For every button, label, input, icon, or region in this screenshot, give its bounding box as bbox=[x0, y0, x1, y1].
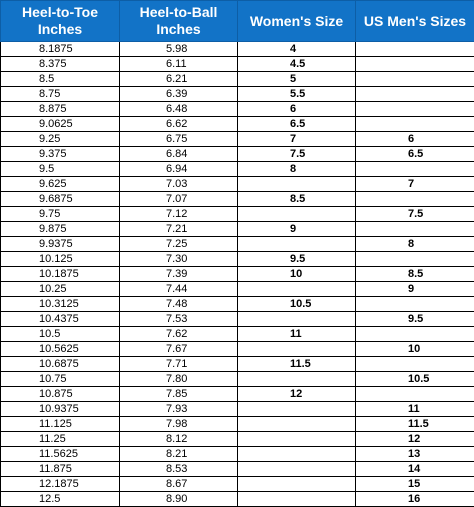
header-row bbox=[1, 1, 474, 42]
table-row bbox=[1, 327, 474, 342]
cell-us-mens-size bbox=[356, 192, 474, 207]
table-row bbox=[1, 312, 474, 327]
cell-us-mens-size: 6 bbox=[356, 132, 474, 147]
cell-womens-size: 4.5 bbox=[238, 57, 356, 72]
cell-heel-to-ball: 6.94 bbox=[120, 162, 238, 177]
cell-womens-size bbox=[238, 342, 356, 357]
cell-us-mens-size bbox=[356, 87, 474, 102]
cell-womens-size: 5.5 bbox=[238, 87, 356, 102]
cell-womens-size: 10.5 bbox=[238, 297, 356, 312]
cell-heel-to-ball: 6.11 bbox=[120, 57, 238, 72]
cell-heel-to-toe: 9.0625 bbox=[1, 117, 120, 132]
cell-heel-to-ball: 7.44 bbox=[120, 282, 238, 297]
table-row bbox=[1, 462, 474, 477]
cell-heel-to-toe: 10.125 bbox=[1, 252, 120, 267]
header-heel-to-ball-line2: Inches bbox=[156, 21, 200, 37]
cell-womens-size: 11 bbox=[238, 327, 356, 342]
cell-heel-to-toe: 9.375 bbox=[1, 147, 120, 162]
cell-womens-size: 9 bbox=[238, 222, 356, 237]
table-row bbox=[1, 357, 474, 372]
cell-womens-size: 7.5 bbox=[238, 147, 356, 162]
cell-heel-to-ball: 7.39 bbox=[120, 267, 238, 282]
cell-womens-size: 6.5 bbox=[238, 117, 356, 132]
header-heel-to-toe-line1: Heel-to-Toe bbox=[22, 4, 98, 20]
cell-womens-size bbox=[238, 312, 356, 327]
cell-womens-size: 10 bbox=[238, 267, 356, 282]
table-row bbox=[1, 417, 474, 432]
cell-us-mens-size: 9.5 bbox=[356, 312, 474, 327]
cell-heel-to-ball: 8.90 bbox=[120, 492, 238, 507]
table-row bbox=[1, 237, 474, 252]
cell-heel-to-ball: 7.12 bbox=[120, 207, 238, 222]
cell-heel-to-toe: 9.25 bbox=[1, 132, 120, 147]
cell-heel-to-toe: 9.5 bbox=[1, 162, 120, 177]
cell-us-mens-size bbox=[356, 222, 474, 237]
table-row bbox=[1, 117, 474, 132]
cell-heel-to-ball: 7.25 bbox=[120, 237, 238, 252]
cell-heel-to-toe: 12.5 bbox=[1, 492, 120, 507]
cell-heel-to-ball: 7.30 bbox=[120, 252, 238, 267]
table-row bbox=[1, 72, 474, 87]
cell-heel-to-toe: 11.125 bbox=[1, 417, 120, 432]
cell-us-mens-size: 14 bbox=[356, 462, 474, 477]
cell-us-mens-size: 15 bbox=[356, 477, 474, 492]
cell-heel-to-ball: 7.93 bbox=[120, 402, 238, 417]
cell-heel-to-ball: 8.67 bbox=[120, 477, 238, 492]
cell-heel-to-toe: 10.25 bbox=[1, 282, 120, 297]
cell-heel-to-toe: 10.4375 bbox=[1, 312, 120, 327]
cell-us-mens-size: 6.5 bbox=[356, 147, 474, 162]
cell-us-mens-size: 7.5 bbox=[356, 207, 474, 222]
cell-heel-to-toe: 10.5625 bbox=[1, 342, 120, 357]
cell-heel-to-ball: 7.67 bbox=[120, 342, 238, 357]
cell-us-mens-size bbox=[356, 162, 474, 177]
table-body bbox=[1, 42, 474, 507]
table-row bbox=[1, 282, 474, 297]
header-heel-to-ball-line1: Heel-to-Ball bbox=[140, 4, 218, 20]
cell-womens-size bbox=[238, 402, 356, 417]
cell-heel-to-ball: 5.98 bbox=[120, 42, 238, 57]
cell-womens-size bbox=[238, 177, 356, 192]
cell-heel-to-toe: 8.875 bbox=[1, 102, 120, 117]
cell-heel-to-ball: 7.62 bbox=[120, 327, 238, 342]
cell-us-mens-size: 7 bbox=[356, 177, 474, 192]
cell-womens-size bbox=[238, 492, 356, 507]
cell-us-mens-size bbox=[356, 297, 474, 312]
cell-us-mens-size bbox=[356, 42, 474, 57]
cell-womens-size: 6 bbox=[238, 102, 356, 117]
cell-us-mens-size: 10.5 bbox=[356, 372, 474, 387]
cell-womens-size: 7 bbox=[238, 132, 356, 147]
cell-womens-size bbox=[238, 372, 356, 387]
cell-heel-to-toe: 9.875 bbox=[1, 222, 120, 237]
cell-heel-to-toe: 10.5 bbox=[1, 327, 120, 342]
cell-heel-to-toe: 10.75 bbox=[1, 372, 120, 387]
cell-us-mens-size bbox=[356, 387, 474, 402]
cell-heel-to-ball: 6.62 bbox=[120, 117, 238, 132]
cell-heel-to-toe: 8.75 bbox=[1, 87, 120, 102]
header-heel-to-ball bbox=[120, 1, 238, 42]
cell-heel-to-ball: 6.21 bbox=[120, 72, 238, 87]
cell-us-mens-size: 11.5 bbox=[356, 417, 474, 432]
table-row bbox=[1, 177, 474, 192]
cell-us-mens-size: 8.5 bbox=[356, 267, 474, 282]
cell-heel-to-ball: 7.71 bbox=[120, 357, 238, 372]
cell-womens-size bbox=[238, 417, 356, 432]
cell-heel-to-toe: 10.875 bbox=[1, 387, 120, 402]
cell-heel-to-ball: 8.53 bbox=[120, 462, 238, 477]
table-row bbox=[1, 87, 474, 102]
cell-womens-size bbox=[238, 432, 356, 447]
cell-us-mens-size: 8 bbox=[356, 237, 474, 252]
cell-heel-to-toe: 10.9375 bbox=[1, 402, 120, 417]
cell-us-mens-size bbox=[356, 327, 474, 342]
header-heel-to-toe bbox=[1, 1, 120, 42]
cell-heel-to-toe: 11.25 bbox=[1, 432, 120, 447]
cell-us-mens-size bbox=[356, 102, 474, 117]
cell-us-mens-size bbox=[356, 117, 474, 132]
table-row bbox=[1, 42, 474, 57]
cell-heel-to-toe: 8.1875 bbox=[1, 42, 120, 57]
table-row bbox=[1, 162, 474, 177]
cell-heel-to-ball: 6.48 bbox=[120, 102, 238, 117]
cell-womens-size bbox=[238, 447, 356, 462]
cell-heel-to-toe: 9.6875 bbox=[1, 192, 120, 207]
cell-heel-to-ball: 7.85 bbox=[120, 387, 238, 402]
table-row bbox=[1, 432, 474, 447]
cell-heel-to-ball: 7.80 bbox=[120, 372, 238, 387]
table-row bbox=[1, 132, 474, 147]
cell-heel-to-ball: 7.53 bbox=[120, 312, 238, 327]
header-heel-to-toe-line2: Inches bbox=[38, 21, 82, 37]
table-row bbox=[1, 492, 474, 507]
cell-womens-size: 8.5 bbox=[238, 192, 356, 207]
cell-heel-to-ball: 7.03 bbox=[120, 177, 238, 192]
cell-womens-size bbox=[238, 237, 356, 252]
header-womens-size: Women's Size bbox=[238, 1, 356, 42]
cell-heel-to-toe: 11.875 bbox=[1, 462, 120, 477]
cell-us-mens-size: 13 bbox=[356, 447, 474, 462]
cell-heel-to-toe: 9.75 bbox=[1, 207, 120, 222]
cell-us-mens-size bbox=[356, 252, 474, 267]
cell-us-mens-size bbox=[356, 57, 474, 72]
table-row bbox=[1, 222, 474, 237]
cell-heel-to-toe: 11.5625 bbox=[1, 447, 120, 462]
cell-womens-size: 8 bbox=[238, 162, 356, 177]
cell-heel-to-ball: 6.39 bbox=[120, 87, 238, 102]
table-row bbox=[1, 252, 474, 267]
table-row bbox=[1, 57, 474, 72]
cell-us-mens-size: 9 bbox=[356, 282, 474, 297]
cell-heel-to-ball: 7.98 bbox=[120, 417, 238, 432]
table-row bbox=[1, 477, 474, 492]
cell-womens-size bbox=[238, 462, 356, 477]
table-header bbox=[1, 1, 474, 42]
cell-us-mens-size bbox=[356, 72, 474, 87]
table-row bbox=[1, 267, 474, 282]
table-row bbox=[1, 387, 474, 402]
table-row bbox=[1, 192, 474, 207]
cell-heel-to-ball: 6.84 bbox=[120, 147, 238, 162]
cell-heel-to-toe: 8.5 bbox=[1, 72, 120, 87]
cell-us-mens-size bbox=[356, 357, 474, 372]
cell-heel-to-ball: 7.21 bbox=[120, 222, 238, 237]
cell-us-mens-size: 10 bbox=[356, 342, 474, 357]
table-row bbox=[1, 447, 474, 462]
table-row bbox=[1, 342, 474, 357]
table-row bbox=[1, 147, 474, 162]
table-row bbox=[1, 102, 474, 117]
cell-heel-to-toe: 9.625 bbox=[1, 177, 120, 192]
cell-heel-to-ball: 6.75 bbox=[120, 132, 238, 147]
cell-heel-to-ball: 8.21 bbox=[120, 447, 238, 462]
table-row bbox=[1, 372, 474, 387]
cell-us-mens-size: 16 bbox=[356, 492, 474, 507]
cell-heel-to-toe: 8.375 bbox=[1, 57, 120, 72]
cell-womens-size: 9.5 bbox=[238, 252, 356, 267]
cell-heel-to-toe: 12.1875 bbox=[1, 477, 120, 492]
cell-heel-to-toe: 9.9375 bbox=[1, 237, 120, 252]
cell-womens-size bbox=[238, 477, 356, 492]
cell-heel-to-toe: 10.6875 bbox=[1, 357, 120, 372]
cell-womens-size: 4 bbox=[238, 42, 356, 57]
cell-us-mens-size: 12 bbox=[356, 432, 474, 447]
cell-heel-to-ball: 7.48 bbox=[120, 297, 238, 312]
cell-womens-size: 12 bbox=[238, 387, 356, 402]
table-row bbox=[1, 207, 474, 222]
cell-heel-to-toe: 10.1875 bbox=[1, 267, 120, 282]
table-row bbox=[1, 297, 474, 312]
cell-womens-size: 11.5 bbox=[238, 357, 356, 372]
header-us-mens-sizes: US Men's Sizes bbox=[356, 1, 474, 42]
cell-heel-to-ball: 7.07 bbox=[120, 192, 238, 207]
cell-heel-to-ball: 8.12 bbox=[120, 432, 238, 447]
cell-womens-size bbox=[238, 207, 356, 222]
table-row bbox=[1, 402, 474, 417]
cell-womens-size: 5 bbox=[238, 72, 356, 87]
cell-womens-size bbox=[238, 282, 356, 297]
cell-heel-to-toe: 10.3125 bbox=[1, 297, 120, 312]
cell-us-mens-size: 11 bbox=[356, 402, 474, 417]
